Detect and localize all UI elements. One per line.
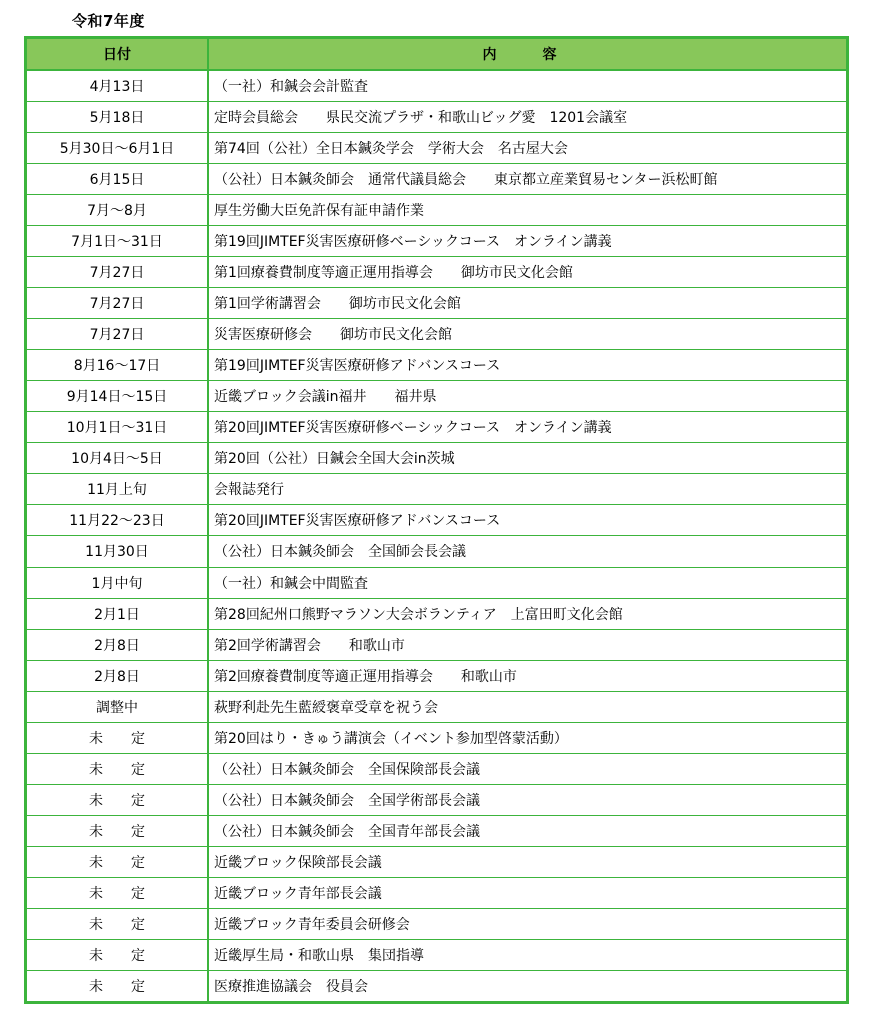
event-cell: （公社）日本鍼灸師会 全国学術部長会議: [214, 792, 480, 809]
event-cell: 近畿ブロック保険部長会議: [214, 854, 382, 871]
table-row: [27, 350, 846, 381]
date-cell: 10月1日～31日: [27, 412, 209, 442]
date-cell: 11月30日: [27, 536, 209, 566]
event-cell: 厚生労働大臣免許保有証申請作業: [214, 203, 424, 220]
table-row: [27, 474, 846, 505]
event-cell: 第20回JIMTEF災害医療研修ベーシックコース オンライン講義: [214, 420, 612, 437]
table-row: [27, 102, 846, 133]
table-row: [27, 443, 846, 474]
date-cell: 未 定: [27, 723, 209, 753]
event-cell: 医療推進協議会 役員会: [214, 978, 368, 995]
table-row: [27, 878, 846, 909]
table-row: [27, 754, 846, 785]
table-row: [27, 381, 846, 412]
schedule-table: [24, 36, 849, 1004]
table-row: [27, 195, 846, 226]
event-cell: （公社）日本鍼灸師会 全国師会長会議: [214, 544, 466, 561]
event-cell: 第2回療養費制度等適正運用指導会 和歌山市: [214, 668, 517, 685]
table-row: [27, 226, 846, 257]
event-cell: 第1回療養費制度等適正運用指導会 御坊市民文化会館: [214, 265, 573, 282]
date-cell: 8月16～17日: [27, 350, 209, 380]
event-cell: 近畿ブロック会議in福井 福井県: [214, 389, 437, 406]
date-cell: 5月30日～6月1日: [27, 133, 209, 163]
event-cell: 近畿厚生局・和歌山県 集団指導: [214, 947, 424, 964]
table-row: [27, 971, 846, 1001]
date-cell: 10月4日～5日: [27, 443, 209, 473]
date-cell: 11月22～23日: [27, 505, 209, 535]
table-header-row: [27, 39, 846, 71]
table-row: [27, 692, 846, 723]
date-column-header: 日付: [27, 39, 209, 69]
event-cell: 近畿ブロック青年部長会議: [214, 885, 382, 902]
content-column-header: 内 容: [482, 47, 573, 63]
date-cell: 未 定: [27, 909, 209, 939]
date-cell: 調整中: [27, 692, 209, 722]
date-cell: 未 定: [27, 816, 209, 846]
date-cell: 7月27日: [27, 288, 209, 318]
date-cell: 未 定: [27, 754, 209, 784]
table-row: [27, 164, 846, 195]
table-row: [27, 847, 846, 878]
event-cell: （一社）和鍼会中間監査: [214, 575, 368, 592]
date-cell: 未 定: [27, 785, 209, 815]
table-row: [27, 599, 846, 630]
date-cell: 5月18日: [27, 102, 209, 132]
event-cell: （一社）和鍼会会計監査: [214, 79, 368, 96]
event-cell: （公社）日本鍼灸師会 全国青年部長会議: [214, 823, 480, 840]
table-row: [27, 909, 846, 940]
date-cell: 2月8日: [27, 661, 209, 691]
event-cell: 第74回（公社）全日本鍼灸学会 学術大会 名古屋大会: [214, 141, 568, 158]
date-cell: 7月1日～31日: [27, 226, 209, 256]
table-row: [27, 723, 846, 754]
event-cell: （公社）日本鍼灸師会 全国保険部長会議: [214, 761, 480, 778]
event-cell: 災害医療研修会 御坊市民文化会館: [214, 327, 452, 344]
date-cell: 7月27日: [27, 257, 209, 287]
event-cell: （公社）日本鍼灸師会 通常代議員総会 東京都立産業貿易センター浜松町館: [214, 172, 718, 189]
date-cell: 未 定: [27, 940, 209, 970]
event-cell: 第19回JIMTEF災害医療研修ベーシックコース オンライン講義: [214, 234, 612, 251]
date-cell: 11月上旬: [27, 474, 209, 504]
event-cell: 第2回学術講習会 和歌山市: [214, 637, 405, 654]
table-row: [27, 940, 846, 971]
event-cell: 会報誌発行: [214, 482, 284, 499]
date-cell: 未 定: [27, 878, 209, 908]
table-row: [27, 505, 846, 536]
event-cell: 萩野利赴先生藍綬褒章受章を祝う会: [214, 699, 438, 716]
event-cell: 定時会員総会 県民交流プラザ・和歌山ビッグ愛 1201会議室: [214, 110, 628, 127]
date-cell: 7月～8月: [27, 195, 209, 225]
table-row: [27, 785, 846, 816]
event-cell: 第20回JIMTEF災害医療研修アドバンスコース: [214, 513, 501, 530]
table-row: [27, 568, 846, 599]
date-cell: 4月13日: [27, 71, 209, 101]
event-cell: 第28回紀州口熊野マラソン大会ボランティア 上富田町文化会館: [214, 606, 623, 623]
event-cell: 第20回はり・きゅう講演会（イベント参加型啓蒙活動）: [214, 730, 568, 747]
page-title: 令和7年度: [72, 12, 145, 30]
date-cell: 9月14日～15日: [27, 381, 209, 411]
table-row: [27, 71, 846, 102]
event-cell: 近畿ブロック青年委員会研修会: [214, 916, 410, 933]
table-row: [27, 630, 846, 661]
table-row: [27, 319, 846, 350]
date-cell: 2月8日: [27, 630, 209, 660]
date-cell: 未 定: [27, 847, 209, 877]
table-row: [27, 133, 846, 164]
date-cell: 6月15日: [27, 164, 209, 194]
table-row: [27, 816, 846, 847]
table-row: [27, 661, 846, 692]
table-row: [27, 257, 846, 288]
table-row: [27, 288, 846, 319]
event-cell: 第19回JIMTEF災害医療研修アドバンスコース: [214, 358, 501, 375]
event-cell: 第20回（公社）日鍼会全国大会in茨城: [214, 451, 455, 468]
date-cell: 未 定: [27, 971, 209, 1001]
date-cell: 7月27日: [27, 319, 209, 349]
event-cell: 第1回学術講習会 御坊市民文化会館: [214, 296, 461, 313]
date-cell: 1月中旬: [27, 568, 209, 598]
table-row: [27, 412, 846, 443]
date-cell: 2月1日: [27, 599, 209, 629]
table-row: [27, 536, 846, 567]
